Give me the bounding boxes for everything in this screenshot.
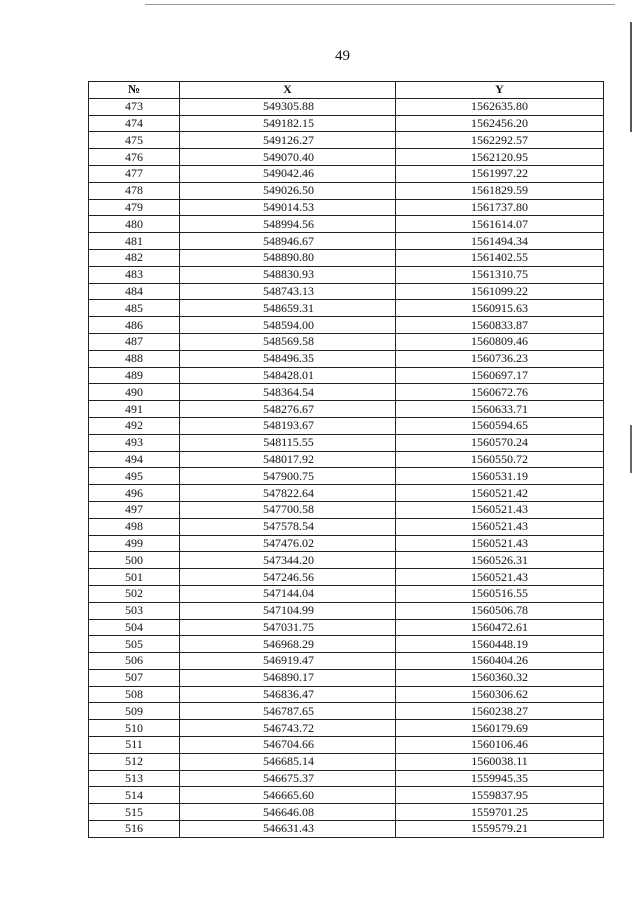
table-row [89, 300, 604, 317]
row-number: 516 [89, 821, 180, 838]
table-row [89, 401, 604, 418]
table-row [89, 703, 604, 720]
y-value: 1560179.69 [396, 720, 604, 737]
row-number: 487 [89, 333, 180, 350]
table-row [89, 434, 604, 451]
y-value: 1560106.46 [396, 737, 604, 754]
table-row [89, 569, 604, 586]
row-number: 501 [89, 569, 180, 586]
x-value: 547246.56 [180, 569, 396, 586]
x-value: 549182.15 [180, 115, 396, 132]
x-value: 547700.58 [180, 501, 396, 518]
y-value: 1561310.75 [396, 266, 604, 283]
table-row [89, 535, 604, 552]
y-value: 1560521.43 [396, 501, 604, 518]
table-row [89, 669, 604, 686]
x-value: 546968.29 [180, 636, 396, 653]
row-number: 476 [89, 149, 180, 166]
x-value: 548890.80 [180, 249, 396, 266]
table-row [89, 333, 604, 350]
x-value: 546646.08 [180, 804, 396, 821]
x-value: 546890.17 [180, 669, 396, 686]
x-value: 547104.99 [180, 602, 396, 619]
scan-edge-right [630, 22, 632, 132]
table-row [89, 619, 604, 636]
table-row [89, 501, 604, 518]
y-value: 1560550.72 [396, 451, 604, 468]
x-value: 548569.58 [180, 333, 396, 350]
row-number: 480 [89, 216, 180, 233]
y-value: 1560809.46 [396, 333, 604, 350]
y-value: 1560915.63 [396, 300, 604, 317]
x-value: 548276.67 [180, 401, 396, 418]
y-value: 1561402.55 [396, 249, 604, 266]
table-row [89, 199, 604, 216]
table-row [89, 737, 604, 754]
scan-edge-top [145, 4, 615, 5]
table-row [89, 98, 604, 115]
x-value: 547822.64 [180, 485, 396, 502]
y-value: 1560038.11 [396, 753, 604, 770]
table-row [89, 350, 604, 367]
row-number: 512 [89, 753, 180, 770]
table-row [89, 367, 604, 384]
x-value: 546836.47 [180, 686, 396, 703]
table-row [89, 787, 604, 804]
row-number: 493 [89, 434, 180, 451]
row-number: 485 [89, 300, 180, 317]
y-value: 1560697.17 [396, 367, 604, 384]
row-number: 478 [89, 182, 180, 199]
row-number: 513 [89, 770, 180, 787]
y-value: 1560238.27 [396, 703, 604, 720]
y-value: 1561829.59 [396, 182, 604, 199]
table-row [89, 233, 604, 250]
y-value: 1560833.87 [396, 317, 604, 334]
table-row [89, 115, 604, 132]
x-value: 548193.67 [180, 417, 396, 434]
x-value: 546743.72 [180, 720, 396, 737]
row-number: 488 [89, 350, 180, 367]
header-y: Y [396, 82, 604, 99]
table-row [89, 602, 604, 619]
y-value: 1560672.76 [396, 384, 604, 401]
row-number: 499 [89, 535, 180, 552]
x-value: 549014.53 [180, 199, 396, 216]
y-value: 1560736.23 [396, 350, 604, 367]
x-value: 546704.66 [180, 737, 396, 754]
table-row [89, 417, 604, 434]
y-value: 1560521.43 [396, 569, 604, 586]
row-number: 475 [89, 132, 180, 149]
page-number: 49 [335, 48, 350, 64]
row-number: 496 [89, 485, 180, 502]
x-value: 549305.88 [180, 98, 396, 115]
y-value: 1561099.22 [396, 283, 604, 300]
row-number: 505 [89, 636, 180, 653]
row-number: 509 [89, 703, 180, 720]
table-row [89, 770, 604, 787]
x-value: 548659.31 [180, 300, 396, 317]
row-number: 479 [89, 199, 180, 216]
table-body [89, 98, 604, 837]
row-number: 506 [89, 653, 180, 670]
row-number: 481 [89, 233, 180, 250]
x-value: 549126.27 [180, 132, 396, 149]
x-value: 548594.00 [180, 317, 396, 334]
y-value: 1560521.43 [396, 535, 604, 552]
y-value: 1560633.71 [396, 401, 604, 418]
x-value: 546631.43 [180, 821, 396, 838]
table-row [89, 451, 604, 468]
row-number: 514 [89, 787, 180, 804]
row-number: 511 [89, 737, 180, 754]
x-value: 547476.02 [180, 535, 396, 552]
row-number: 489 [89, 367, 180, 384]
x-value: 548428.01 [180, 367, 396, 384]
table-row [89, 485, 604, 502]
y-value: 1561737.80 [396, 199, 604, 216]
row-number: 474 [89, 115, 180, 132]
row-number: 486 [89, 317, 180, 334]
table-row [89, 585, 604, 602]
table-row [89, 384, 604, 401]
table-row [89, 636, 604, 653]
x-value: 546665.60 [180, 787, 396, 804]
row-number: 483 [89, 266, 180, 283]
y-value: 1560594.65 [396, 417, 604, 434]
x-value: 548830.93 [180, 266, 396, 283]
table-row [89, 821, 604, 838]
y-value: 1560521.42 [396, 485, 604, 502]
x-value: 549070.40 [180, 149, 396, 166]
table-row [89, 266, 604, 283]
y-value: 1562456.20 [396, 115, 604, 132]
header-number: № [89, 82, 180, 99]
y-value: 1560526.31 [396, 552, 604, 569]
row-number: 492 [89, 417, 180, 434]
row-number: 498 [89, 518, 180, 535]
y-value: 1562292.57 [396, 132, 604, 149]
y-value: 1560570.24 [396, 434, 604, 451]
x-value: 549042.46 [180, 165, 396, 182]
x-value: 548946.67 [180, 233, 396, 250]
y-value: 1561494.34 [396, 233, 604, 250]
table-row [89, 317, 604, 334]
table-row [89, 283, 604, 300]
y-value: 1559579.21 [396, 821, 604, 838]
y-value: 1560404.26 [396, 653, 604, 670]
x-value: 548115.55 [180, 434, 396, 451]
row-number: 482 [89, 249, 180, 266]
x-value: 547900.75 [180, 468, 396, 485]
row-number: 494 [89, 451, 180, 468]
table-row [89, 686, 604, 703]
y-value: 1562120.95 [396, 149, 604, 166]
x-value: 547578.54 [180, 518, 396, 535]
y-value: 1560506.78 [396, 602, 604, 619]
y-value: 1562635.80 [396, 98, 604, 115]
y-value: 1561614.07 [396, 216, 604, 233]
coordinates-table [88, 81, 604, 838]
scan-edge-right-lower [630, 425, 632, 473]
row-number: 497 [89, 501, 180, 518]
y-value: 1560360.32 [396, 669, 604, 686]
x-value: 548496.35 [180, 350, 396, 367]
x-value: 546685.14 [180, 753, 396, 770]
table-row [89, 518, 604, 535]
y-value: 1560516.55 [396, 585, 604, 602]
y-value: 1560306.62 [396, 686, 604, 703]
row-number: 477 [89, 165, 180, 182]
table-row [89, 165, 604, 182]
row-number: 508 [89, 686, 180, 703]
table-row [89, 804, 604, 821]
table-header-row [89, 82, 604, 99]
row-number: 507 [89, 669, 180, 686]
y-value: 1560521.43 [396, 518, 604, 535]
x-value: 546919.47 [180, 653, 396, 670]
x-value: 547031.75 [180, 619, 396, 636]
y-value: 1559945.35 [396, 770, 604, 787]
row-number: 503 [89, 602, 180, 619]
y-value: 1560448.19 [396, 636, 604, 653]
row-number: 491 [89, 401, 180, 418]
x-value: 546787.65 [180, 703, 396, 720]
row-number: 490 [89, 384, 180, 401]
table-row [89, 552, 604, 569]
row-number: 484 [89, 283, 180, 300]
row-number: 504 [89, 619, 180, 636]
header-x: X [180, 82, 396, 99]
x-value: 546675.37 [180, 770, 396, 787]
y-value: 1560531.19 [396, 468, 604, 485]
x-value: 548364.54 [180, 384, 396, 401]
table-row [89, 182, 604, 199]
y-value: 1561997.22 [396, 165, 604, 182]
y-value: 1559701.25 [396, 804, 604, 821]
row-number: 502 [89, 585, 180, 602]
y-value: 1559837.95 [396, 787, 604, 804]
table-row [89, 720, 604, 737]
x-value: 547344.20 [180, 552, 396, 569]
y-value: 1560472.61 [396, 619, 604, 636]
table-row [89, 653, 604, 670]
x-value: 549026.50 [180, 182, 396, 199]
x-value: 548743.13 [180, 283, 396, 300]
table-row [89, 249, 604, 266]
table-row [89, 149, 604, 166]
table-row [89, 216, 604, 233]
table-row [89, 132, 604, 149]
table-row [89, 753, 604, 770]
row-number: 515 [89, 804, 180, 821]
row-number: 510 [89, 720, 180, 737]
row-number: 495 [89, 468, 180, 485]
x-value: 548017.92 [180, 451, 396, 468]
table-row [89, 468, 604, 485]
row-number: 500 [89, 552, 180, 569]
row-number: 473 [89, 98, 180, 115]
x-value: 548994.56 [180, 216, 396, 233]
x-value: 547144.04 [180, 585, 396, 602]
